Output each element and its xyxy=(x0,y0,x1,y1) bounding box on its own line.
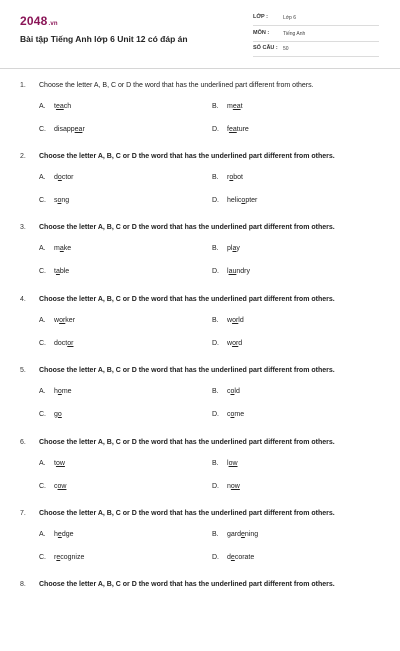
option-letter: C. xyxy=(39,340,46,347)
underlined-part: or xyxy=(67,340,74,347)
meta-row-count xyxy=(253,44,379,57)
underlined-part: or xyxy=(59,317,66,324)
answer-option[interactable] xyxy=(212,554,254,561)
option-word xyxy=(54,245,71,252)
word-part: c xyxy=(54,483,58,490)
question-block xyxy=(0,367,400,437)
underlined-part: o xyxy=(57,174,62,181)
question-block xyxy=(0,439,400,509)
answer-option[interactable] xyxy=(212,126,249,133)
option-word xyxy=(54,197,69,204)
logo-suffix: .vn xyxy=(48,21,58,27)
option-word xyxy=(54,174,73,181)
word-part: ng xyxy=(61,197,70,204)
word-part: c xyxy=(227,388,231,395)
meta-row-class xyxy=(253,13,379,26)
question-text: Choose the letter A, B, C or D the word that has the underlined part different from others. xyxy=(39,296,335,303)
option-word xyxy=(54,126,85,133)
option-letter: B. xyxy=(212,531,219,538)
word-part: d xyxy=(238,340,243,347)
answer-option[interactable] xyxy=(212,388,240,395)
word-part: bot xyxy=(233,174,243,181)
answer-option[interactable] xyxy=(212,531,258,538)
word-part: g xyxy=(54,411,58,418)
word-part: l xyxy=(227,460,229,467)
option-letter: A. xyxy=(39,103,46,110)
answer-option[interactable] xyxy=(39,340,73,347)
option-word xyxy=(227,411,244,418)
word-part: r xyxy=(227,174,230,181)
question-text: Choose the letter A, B, C or D the word that has the underlined part different from others. xyxy=(39,82,314,89)
answer-option[interactable] xyxy=(39,460,65,467)
word-part: ch xyxy=(63,103,72,110)
question-number: 8. xyxy=(20,581,26,588)
word-part: h xyxy=(54,388,58,395)
answer-option[interactable] xyxy=(39,268,69,275)
answer-option[interactable] xyxy=(212,411,244,418)
meta-value: Lớp 6 xyxy=(283,14,297,21)
option-letter: C. xyxy=(39,268,46,275)
option-word xyxy=(54,483,66,490)
underlined-part: o xyxy=(57,197,62,204)
answer-option[interactable] xyxy=(212,340,242,347)
underlined-part: or xyxy=(232,317,239,324)
word-part: r xyxy=(82,126,85,133)
option-word xyxy=(227,483,240,490)
option-word xyxy=(227,103,243,110)
answer-option[interactable] xyxy=(39,126,85,133)
word-part: doct xyxy=(54,340,68,347)
underlined-part: ow xyxy=(57,483,67,490)
word-part: t xyxy=(54,268,56,275)
question-text: Choose the letter A, B, C or D the word that has the underlined part different from others. xyxy=(39,581,335,588)
answer-option[interactable] xyxy=(212,268,250,275)
underlined-part: ow xyxy=(230,483,240,490)
underlined-part: ea xyxy=(232,103,241,110)
underlined-part: ea xyxy=(55,103,64,110)
word-part: ning xyxy=(244,531,259,538)
underlined-part: a xyxy=(55,268,60,275)
question-block xyxy=(0,581,400,651)
word-part: ndry xyxy=(236,268,250,275)
option-letter: D. xyxy=(212,411,219,418)
underlined-part: a xyxy=(232,245,237,252)
word-part: pter xyxy=(245,197,258,204)
meta-value: 50 xyxy=(283,45,289,52)
option-word xyxy=(227,197,257,204)
word-part: corate xyxy=(234,554,255,561)
option-word xyxy=(227,245,240,252)
word-part: helic xyxy=(227,197,242,204)
option-word xyxy=(227,340,242,347)
document-title: Bài tập Tiếng Anh lớp 6 Unit 12 có đáp án xyxy=(20,34,188,44)
word-part: t xyxy=(54,103,56,110)
option-letter: B. xyxy=(212,317,219,324)
word-part: m xyxy=(54,245,60,252)
underlined-part: ea xyxy=(228,126,237,133)
option-letter: A. xyxy=(39,317,46,324)
option-letter: C. xyxy=(39,554,46,561)
word-part: ld xyxy=(238,317,244,324)
underlined-part: au xyxy=(228,268,237,275)
word-part: c xyxy=(227,411,231,418)
question-text: Choose the letter A, B, C or D the word that has the underlined part different from others. xyxy=(39,439,335,446)
option-letter: B. xyxy=(212,103,219,110)
underlined-part: o xyxy=(229,174,234,181)
answer-option[interactable] xyxy=(212,197,257,204)
site-logo[interactable] xyxy=(20,14,58,28)
word-part: d xyxy=(54,174,58,181)
meta-value: Tiếng Anh xyxy=(283,30,306,37)
word-part: w xyxy=(227,340,233,347)
option-word xyxy=(227,388,240,395)
option-letter: D. xyxy=(212,340,219,347)
word-part: w xyxy=(54,317,60,324)
option-word xyxy=(227,554,254,561)
underlined-part: ow xyxy=(55,460,65,467)
option-letter: B. xyxy=(212,460,219,467)
option-letter: C. xyxy=(39,411,46,418)
option-word xyxy=(227,268,250,275)
word-part: ld xyxy=(234,388,240,395)
answer-option[interactable] xyxy=(212,483,240,490)
word-part: n xyxy=(227,483,231,490)
option-letter: A. xyxy=(39,388,46,395)
option-letter: C. xyxy=(39,197,46,204)
option-letter: A. xyxy=(39,460,46,467)
question-number: 2. xyxy=(20,153,26,160)
meta-row-subject xyxy=(253,29,379,42)
option-letter: B. xyxy=(212,245,219,252)
underlined-part: ea xyxy=(74,126,83,133)
meta-label: SỐ CÂU : xyxy=(253,45,278,51)
word-part: disapp xyxy=(54,126,75,133)
answer-option[interactable] xyxy=(39,411,62,418)
answer-option[interactable] xyxy=(39,388,72,395)
word-part: s xyxy=(54,197,58,204)
option-letter: D. xyxy=(212,126,219,133)
option-letter: C. xyxy=(39,483,46,490)
option-word xyxy=(54,103,71,110)
underlined-part: o xyxy=(230,411,235,418)
option-letter: C. xyxy=(39,126,46,133)
underlined-part: or xyxy=(232,340,239,347)
word-part: me xyxy=(234,411,245,418)
option-word xyxy=(227,126,249,133)
underlined-part: o xyxy=(241,197,246,204)
option-word xyxy=(54,340,73,347)
question-block xyxy=(0,153,400,223)
word-part: ture xyxy=(236,126,249,133)
word-part: t xyxy=(240,103,243,110)
word-part: gard xyxy=(227,531,242,538)
option-letter: D. xyxy=(212,554,219,561)
option-word xyxy=(54,460,65,467)
option-letter: B. xyxy=(212,174,219,181)
underlined-part: o xyxy=(230,388,235,395)
question-block xyxy=(0,296,400,366)
option-letter: D. xyxy=(212,483,219,490)
question-number: 4. xyxy=(20,296,26,303)
underlined-part: e xyxy=(57,531,62,538)
option-word xyxy=(227,531,258,538)
question-text: Choose the letter A, B, C or D the word that has the underlined part different from others. xyxy=(39,510,335,517)
option-word xyxy=(227,174,243,181)
question-block xyxy=(0,82,400,152)
word-part: d xyxy=(227,554,231,561)
word-part: me xyxy=(61,388,72,395)
logo-text: 2048 xyxy=(20,14,48,28)
word-part: r xyxy=(54,554,57,561)
question-number: 3. xyxy=(20,224,26,231)
option-letter: A. xyxy=(39,245,46,252)
option-word xyxy=(54,531,74,538)
answer-option[interactable] xyxy=(212,460,238,467)
answer-option[interactable] xyxy=(212,174,243,181)
answer-option[interactable] xyxy=(39,483,66,490)
option-letter: A. xyxy=(39,531,46,538)
word-part: l xyxy=(227,268,229,275)
word-part: y xyxy=(236,245,240,252)
answer-option[interactable] xyxy=(39,531,74,538)
word-part: ker xyxy=(65,317,76,324)
answer-option[interactable] xyxy=(39,317,75,324)
underlined-part: o xyxy=(57,388,62,395)
question-block xyxy=(0,510,400,580)
option-letter: D. xyxy=(212,197,219,204)
question-text: Choose the letter A, B, C or D the word that has the underlined part different from others. xyxy=(39,224,335,231)
underlined-part: o xyxy=(57,411,62,418)
document-header xyxy=(0,0,400,69)
word-part: ke xyxy=(63,245,72,252)
question-number: 5. xyxy=(20,367,26,374)
meta-label: LỚP : xyxy=(253,14,268,20)
option-word xyxy=(54,411,62,418)
option-word xyxy=(54,388,72,395)
answer-option[interactable] xyxy=(212,103,243,110)
word-part: ble xyxy=(59,268,70,275)
underlined-part: e xyxy=(230,554,235,561)
word-part: ctor xyxy=(61,174,74,181)
question-number: 7. xyxy=(20,510,26,517)
question-text: Choose the letter A, B, C or D the word that has the underlined part different from others. xyxy=(39,153,335,160)
option-word xyxy=(54,554,84,561)
underlined-part: e xyxy=(241,531,245,538)
word-part: pl xyxy=(227,245,233,252)
answer-option[interactable] xyxy=(39,174,73,181)
answer-option[interactable] xyxy=(39,245,71,252)
option-letter: D. xyxy=(212,268,219,275)
word-part: h xyxy=(54,531,58,538)
option-word xyxy=(227,460,238,467)
underlined-part: a xyxy=(59,245,64,252)
option-letter: B. xyxy=(212,388,219,395)
option-letter: A. xyxy=(39,174,46,181)
question-number: 1. xyxy=(20,82,26,89)
question-text: Choose the letter A, B, C or D the word that has the underlined part different from others. xyxy=(39,367,335,374)
option-word xyxy=(54,317,75,324)
answer-option[interactable] xyxy=(39,103,71,110)
meta-label: MÔN : xyxy=(253,30,270,36)
word-part: m xyxy=(227,103,233,110)
option-word xyxy=(54,268,69,275)
underlined-part: e xyxy=(56,554,61,561)
word-part: w xyxy=(227,317,233,324)
word-part: cognize xyxy=(60,554,85,561)
underlined-part: ow xyxy=(228,460,238,467)
answer-option[interactable] xyxy=(39,554,84,561)
answer-option[interactable] xyxy=(39,197,69,204)
option-word xyxy=(227,317,244,324)
word-part: dge xyxy=(61,531,74,538)
word-part: f xyxy=(227,126,229,133)
answer-option[interactable] xyxy=(212,245,240,252)
question-number: 6. xyxy=(20,439,26,446)
question-block xyxy=(0,224,400,294)
answer-option[interactable] xyxy=(212,317,244,324)
word-part: t xyxy=(54,460,56,467)
